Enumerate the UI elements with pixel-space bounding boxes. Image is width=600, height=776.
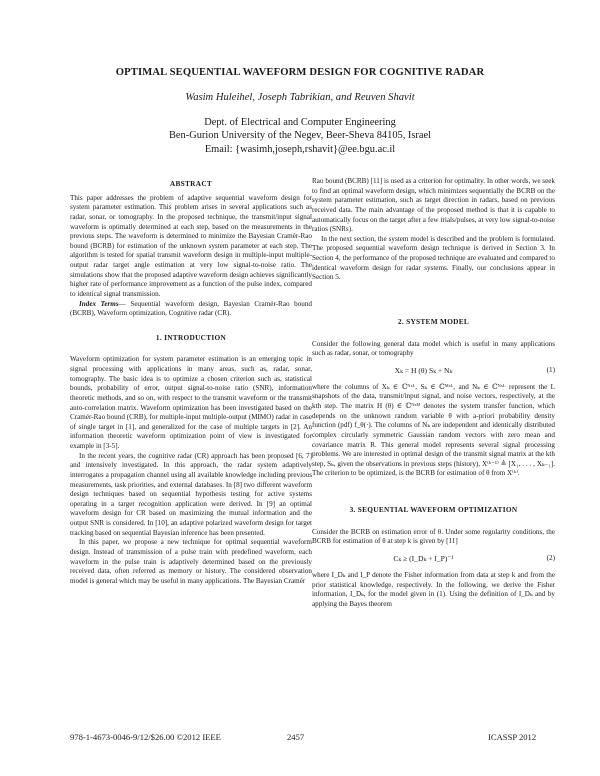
affiliation-dept: Dept. of Electrical and Computer Engineering bbox=[204, 117, 396, 128]
equation-2 bbox=[312, 553, 555, 565]
index-terms-text: — Sequential waveform design, Bayesian Cramér-Rao bound (BCRB), Waveform optimization, Cognitive radar (CR). bbox=[70, 299, 312, 318]
index-terms-label: Index Terms bbox=[79, 299, 119, 308]
affiliation-university: Ben-Gurion University of the Negev, Beer-Sheva 84105, Israel bbox=[169, 130, 431, 142]
equation-1-body: Xₖ = H (θ) Sₖ + Nₖ bbox=[394, 365, 453, 375]
sequential-paragraph-2: where I_Dₖ and I_P denote the Fisher information from data at step k and from the prior statistical knowledge, respectively. In the following, we derive the Fisher information, I_Dₖ, for the model given in (1). Using the definition of I_Dₖ and by applying the Bayes theorem bbox=[312, 570, 555, 608]
footer-copyright: 978-1-4673-0046-9/12/$26.00 ©2012 IEEE bbox=[70, 732, 221, 742]
intro-paragraph-2: In the recent years, the cognitive radar (CR) approach has been proposed [6, 7] and intensively investigated. In this approach, the radar system adaptively interrogates a propagation channel using all available knowledge including previous measurements, task priorities, and external databases. In [8] two different waveform design techniques based on sequential hypothesis testing for active systems operating in a target recognition application were derived. In [9] an optimal waveform design for CR based on maximizing the mutual information and the output SNR is considered. In [10], an adaptive polarized waveform design for target tracking based on sequential Bayesian inference has been presented. bbox=[70, 451, 312, 537]
abstract-text: This paper addresses the problem of adaptive sequential waveform design for system parameter estimation. This problem arises in several applications such as radar, sonar, or tomography. In the proposed technique, the transmit/input signal waveform is optimally determined at each step, based on the measurements in the previous steps. The waveform is determined to minimize the Bayesian Cramér-Rao bound (BCRB) for estimation of the unknown system parameter at each step. The algorithm is tested for spatial transmit waveform design in multiple-input multiple-output radar target angle estimation at very low signal-to-noise ratio. The simulations show that the proposed adaptive waveform design achieves significantly higher rate of performance improvement as a function of the pulse index, compared to identical signal transmission. bbox=[70, 193, 312, 298]
equation-2-number: (2) bbox=[546, 554, 555, 563]
section-heading-system-model: 2. SYSTEM MODEL bbox=[397, 316, 470, 326]
intro-paragraph-5: In the next section, the system model is described and the problem is formulated. The proposed sequential waveform design technique is derived in Section 3. In Section 4, the performance of the proposed technique are evaluated and compared to identical waveform design for radar systems. Finally, our conclusions appear in Section 5. bbox=[312, 234, 555, 282]
equation-1-number: (1) bbox=[546, 365, 555, 374]
system-model-paragraph-1: Consider the following general data model which is useful in many applications such as radar, sonar, or tomography bbox=[312, 339, 555, 358]
paper-authors: Wasim Huleihel, Joseph Tabrikian, and Reuven Shavit bbox=[185, 92, 415, 103]
affiliation-email: Email: {wasimh,joseph,rshavit}@ee.bgu.ac.il bbox=[204, 143, 396, 155]
equation-1 bbox=[312, 365, 555, 377]
section-heading-sequential: 3. SEQUENTIAL WAVEFORM OPTIMIZATION bbox=[349, 505, 518, 514]
left-column bbox=[70, 179, 312, 586]
intro-paragraph-4: Rao bound (BCRB) [11] is used as a criterion for optimality. In other words, we seek to find an optimal waveform design, which minimizes sequentially the BCRB on the system parameter estimation, such as target direction in radars, based on previous received data. The main advantage of the proposed method is that it is capable to automatically focus on the target after a few trials/pulses, at very low signal-to-noise ratios (SNRs). bbox=[312, 177, 555, 234]
equation-2-body: Cₖ ≥ (I_Dₖ + I_P)⁻¹ bbox=[393, 554, 454, 564]
footer-page-number: 2457 bbox=[287, 732, 305, 742]
intro-paragraph-1: Waveform optimization for system parameter estimation is an emerging topic in signal processing with applications in many areas, such as, radar, sonar, tomography. The basic idea is to optimize a chosen criterion such as, statistical bounds, probability of error, output signal-to-noise ratio (SNR), information theoretic methods, and so on, with respect to the transmit waveform or the transmit auto-correlation matrix. Waveform optimization has been investigated based on the Cramér-Rao bound (CRB), for multiple-input multiple-output (MIMO) radar in case of single target in [1], and generalized for the case of multiple targets in [2]. An information theoretic waveform optimization point of view is investigated for example in [3-5]. bbox=[70, 355, 312, 450]
right-column bbox=[312, 177, 555, 609]
sequential-paragraph-1: Consider the BCRB on estimation error of θ. Under some regularity conditions, the BCRB for estimation of θ at step k is given by [11] bbox=[312, 527, 555, 546]
index-terms bbox=[70, 300, 312, 319]
footer-conference: ICASSP 2012 bbox=[488, 732, 537, 742]
section-heading-introduction: 1. INTRODUCTION bbox=[155, 332, 227, 342]
abstract-heading: ABSTRACT bbox=[169, 179, 213, 188]
affiliation bbox=[0, 116, 600, 156]
paper-title: OPTIMAL SEQUENTIAL WAVEFORM DESIGN FOR COGNITIVE RADAR bbox=[115, 67, 485, 78]
system-model-paragraph-2: where the columns of Xₖ ∈ ℂᴺˣᴸ, Sₖ ∈ ℂᴹˣᴸ, and Nₖ ∈ ℂᴺˣᴸ represent the L snapshots of the data, transmit/input signal, and noise vectors, respectively, at the kth step. The matrix H (θ) ∈ ℂᴺˣᴹ denotes the system transfer function, which depends on the unknown random variable θ with a-priori probability density function (pdf) f_θ(·). The columns of Nₖ are independent and identically distributed complex circularly symmetric Gaussian random vectors with zero mean and covariance matrix R. This general model represents several signal processing problems. We are interested in optimal design of the transmit signal matrix at the kth step, Sₖ, given the observations in previous steps (history), X⁽ᵏ⁻¹⁾ ≜ [X₁, . . . , Xₖ₋₁]. The criterion to be optimized, is the BCRB for estimation of θ from X⁽ᵏ⁾. bbox=[312, 382, 555, 478]
intro-paragraph-3: In this paper, we propose a new technique for optimal sequential waveform design. Instead of transmission of a pulse train with predefined waveform, each waveform in the pulse train is adaptively determined based on the previously received data, often referred as memory or history. The considered observation model is general which may be useful in many applications. The Bayesian Cramér bbox=[70, 538, 312, 585]
